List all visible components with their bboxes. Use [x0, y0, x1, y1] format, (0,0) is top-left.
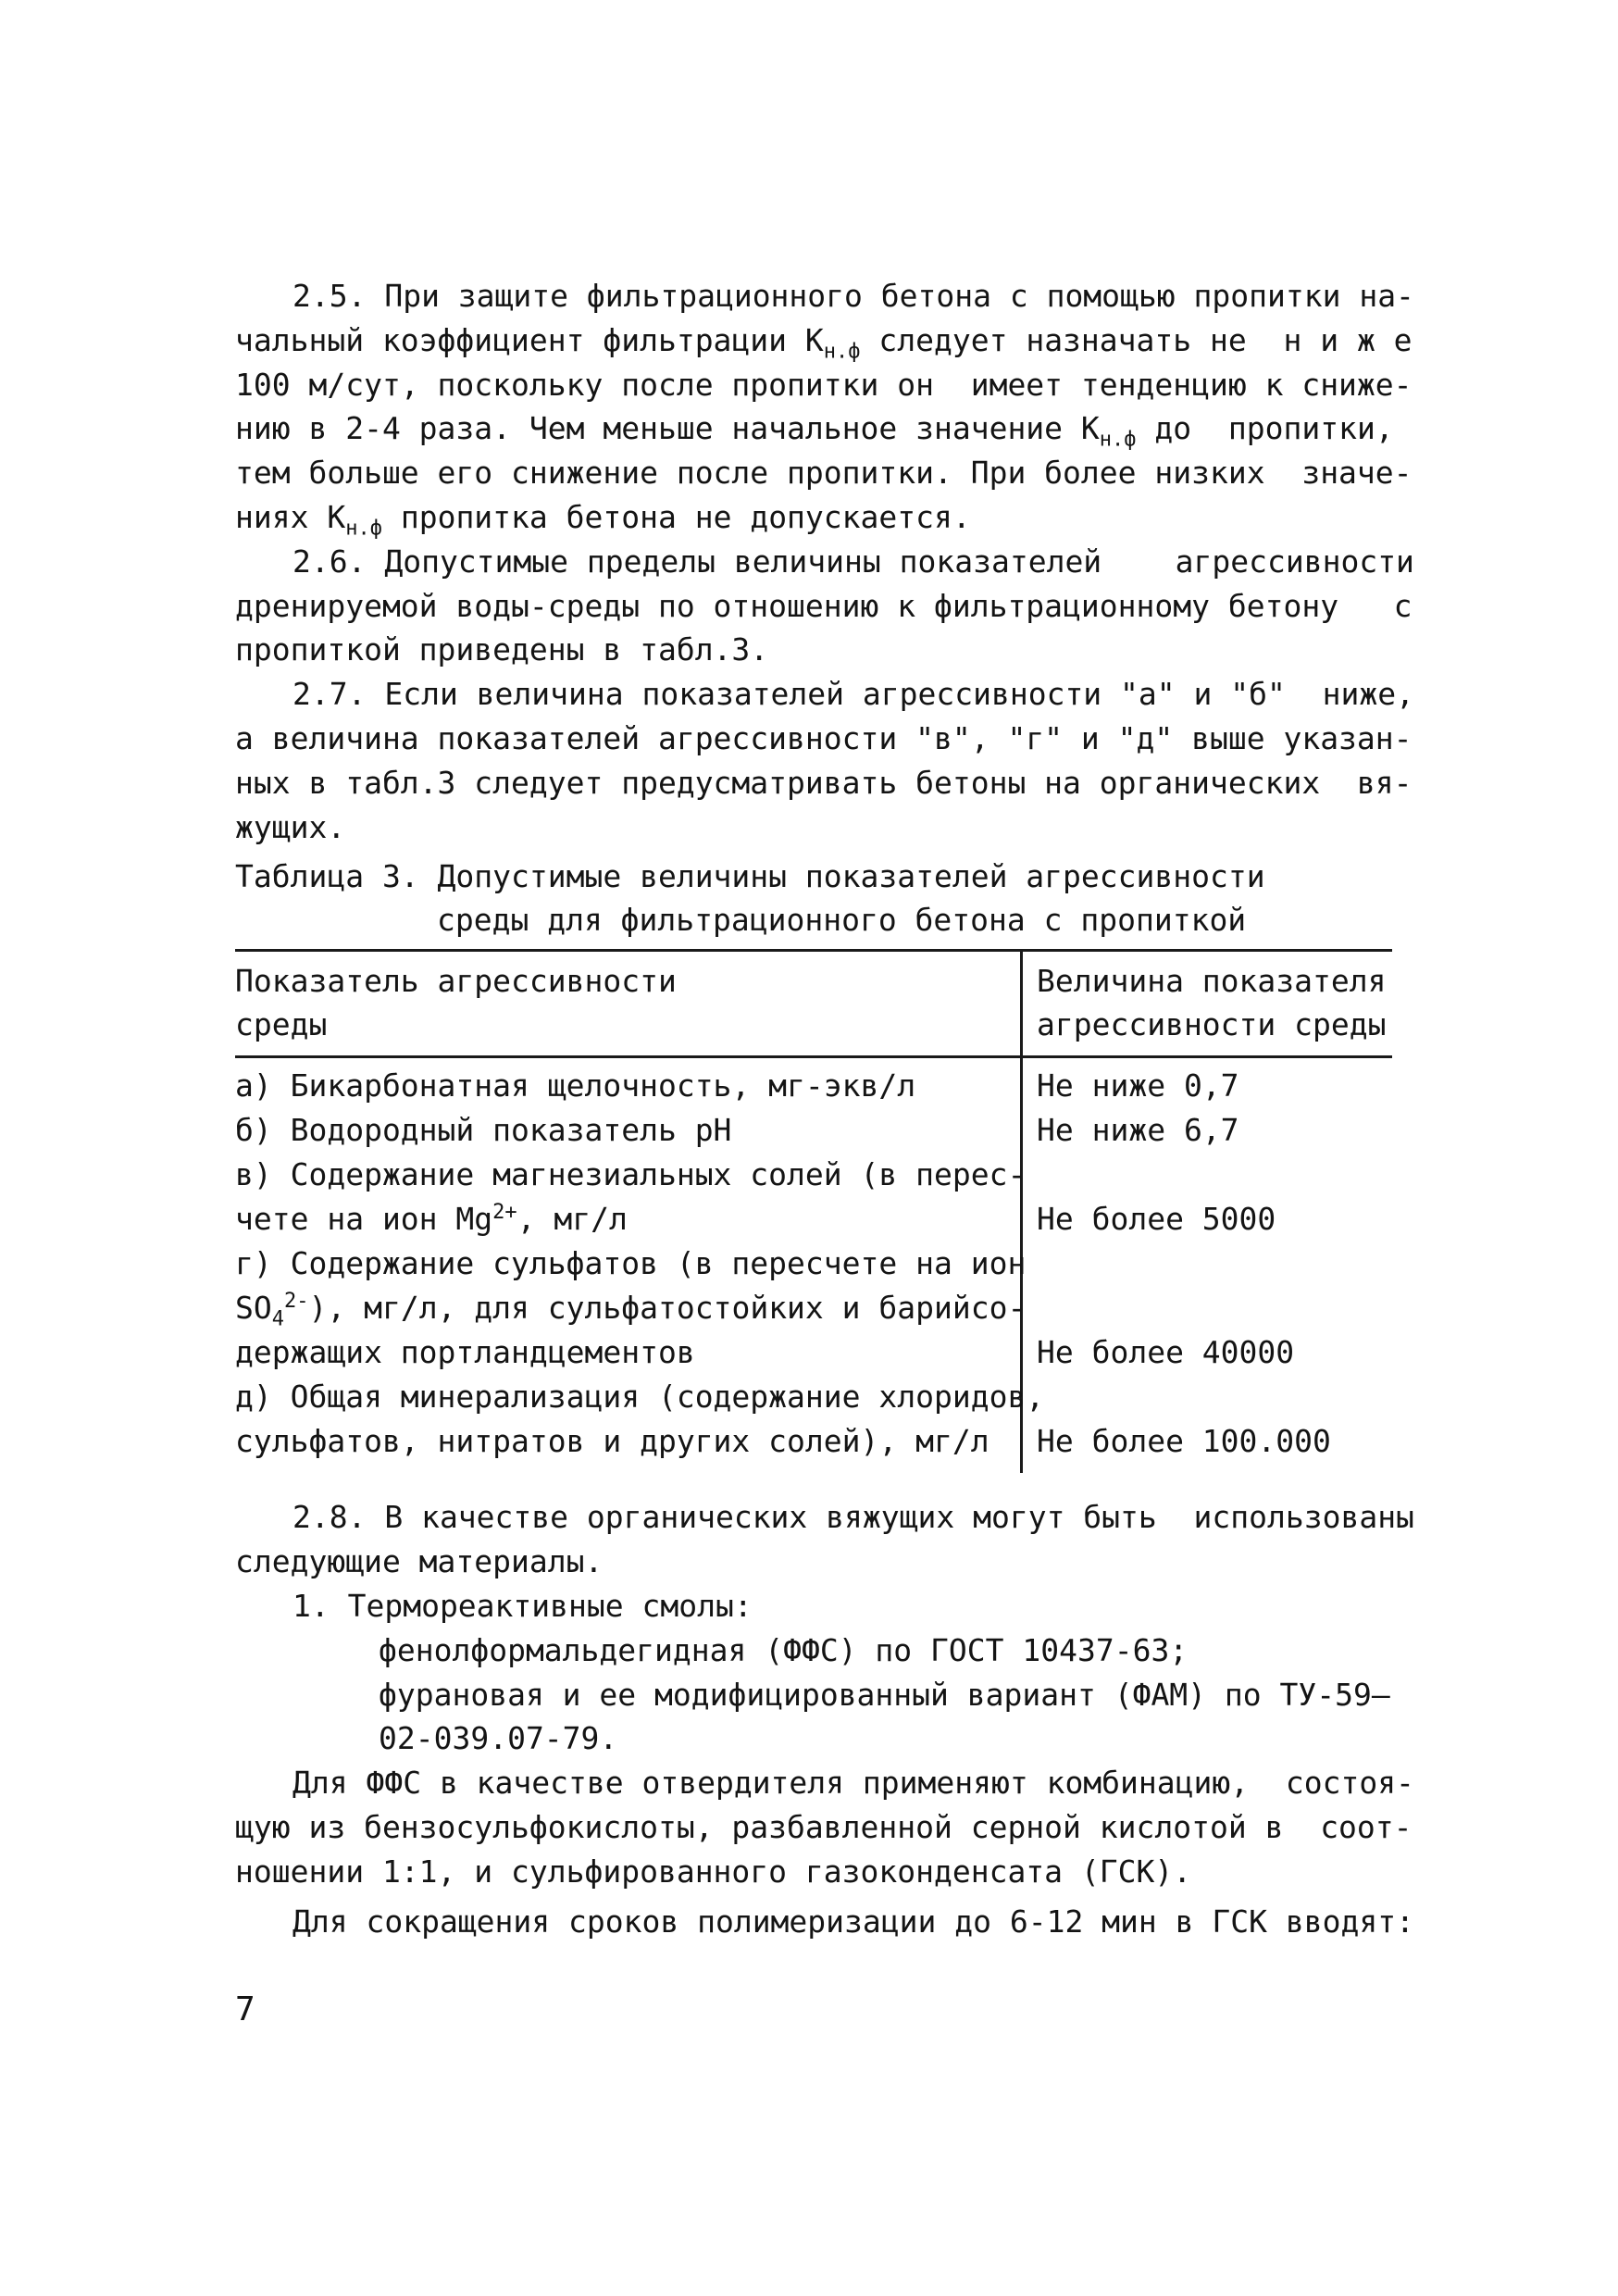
table-cell: г) Содержание сульфатов (в пересчете на ион [235, 1245, 1027, 1282]
text-line: ных в табл.3 следует предусматривать бетоны на органических вя- [235, 764, 1413, 801]
table-cell: чете на ион $Mg^{2+}$, мг/л [235, 1201, 628, 1238]
text-line: ношении 1:1, и сульфированного газоконденсата (ГСК). [235, 1853, 1192, 1890]
table-cell: $SO_4^{2-}$), мг/л, для сульфатостойких и барийсо- [235, 1290, 1027, 1331]
table-cell: Не более 40000 [1037, 1334, 1295, 1371]
table-row [235, 1242, 1392, 1375]
text-line: чальный коэффициент фильтрации $К_{н.ф}$ следует назначать не н и ж е [235, 321, 1413, 364]
paragraph-2-5 [235, 274, 1414, 541]
table-cell: Не более 5000 [1037, 1201, 1276, 1238]
table-row [235, 1375, 1392, 1464]
table-cell: в) Содержание магнезиальных солей (в перес- [235, 1156, 1027, 1193]
text-line: тем больше его снижение после пропитки. При более низких значе- [235, 455, 1413, 492]
table-cell: б) Водородный показатель pH [235, 1112, 732, 1149]
table-cell: держащих портландцементов [235, 1334, 695, 1371]
table-caption: Таблица 3. Допустимые величины показателей агрессивности [235, 858, 1265, 895]
table-cell: сульфатов, нитратов и других солей), мг/л [235, 1423, 989, 1460]
list-title: 1. Термореактивные смолы: [292, 1587, 753, 1624]
table-body [235, 1058, 1392, 1473]
text-line: дренируемой воды-среды по отношению к фильтрационному бетону с [235, 587, 1413, 624]
table-cell: Не ниже 6,7 [1037, 1112, 1239, 1149]
data-table [235, 949, 1392, 1473]
text-line: следующие материалы. [235, 1543, 604, 1580]
table-caption-subtitle: среды для фильтрационного бетона с пропиткой [437, 902, 1247, 939]
text-line: Для ФФС в качестве отвердителя применяют комбинацию, состоя- [292, 1765, 1414, 1802]
text-line: нию в 2-4 раза. Чем меньше начальное значение $К_{н.ф}$ до пропитки, [235, 410, 1394, 452]
table-cell: а) Бикарбонатная щелочность, мг-экв/л [235, 1067, 916, 1104]
header-text: Показатель агрессивности [235, 963, 677, 1000]
paragraph-2-6 [235, 540, 1414, 672]
table-row [235, 1108, 1392, 1153]
table-cell: д) Общая минерализация (содержание хлоридов, [235, 1379, 1045, 1416]
text-line: 2.5. При защите фильтрационного бетона с помощью пропитки на- [292, 278, 1414, 314]
text-line: 100 м/сут, поскольку после пропитки он имеет тенденцию к сниже- [235, 366, 1413, 403]
header-text: агрессивности среды [1037, 1006, 1387, 1043]
table-cell: Не более 100.000 [1037, 1423, 1331, 1460]
table-row [235, 1153, 1392, 1242]
list-item: фенолформальдегидная (ФФС) по ГОСТ 10437-63; [379, 1631, 1189, 1668]
text-line: 2.7. Если величина показателей агрессивности "а" и "б" ниже, [292, 676, 1414, 713]
table-header-right [1037, 959, 1392, 1046]
table-header [235, 952, 1392, 1058]
text-line: ниях $К_{н.ф}$ пропитка бетона не допускается. [235, 498, 971, 541]
list-item: фурановая и ее модифицированный вариант (ФАМ) по ТУ-59— [379, 1676, 1390, 1713]
paragraph-ffs [235, 1761, 1414, 1893]
paragraph-polymerization: Для сокращения сроков полимеризации до 6-12 мин в ГСК вводят: [292, 1903, 1414, 1940]
paragraph-2-8 [235, 1495, 1414, 1761]
list-item: 02-039.07-79. [379, 1720, 618, 1757]
paragraph-2-7 [235, 672, 1414, 849]
text-line: а величина показателей агрессивности "в", "г" и "д" выше указан- [235, 719, 1413, 756]
table-row [235, 1064, 1392, 1108]
text-line: пропиткой приведены в табл.3. [235, 631, 769, 668]
table-cell: Не ниже 0,7 [1037, 1067, 1239, 1104]
document-page [235, 274, 1414, 1943]
text-line: 2.6. Допустимые пределы величины показателей агрессивности [292, 543, 1414, 580]
text-line: 2.8. В качестве органических вяжущих могут быть использованы [292, 1499, 1414, 1536]
page-number: 7 [235, 1990, 255, 2028]
text-line: щую из бензосульфокислоты, разбавленной серной кислотой в соот- [235, 1808, 1413, 1845]
header-text: Величина показателя [1037, 963, 1387, 1000]
table-header-left [235, 959, 1003, 1046]
header-text: среды [235, 1006, 328, 1043]
text-line: жущих. [235, 808, 346, 845]
